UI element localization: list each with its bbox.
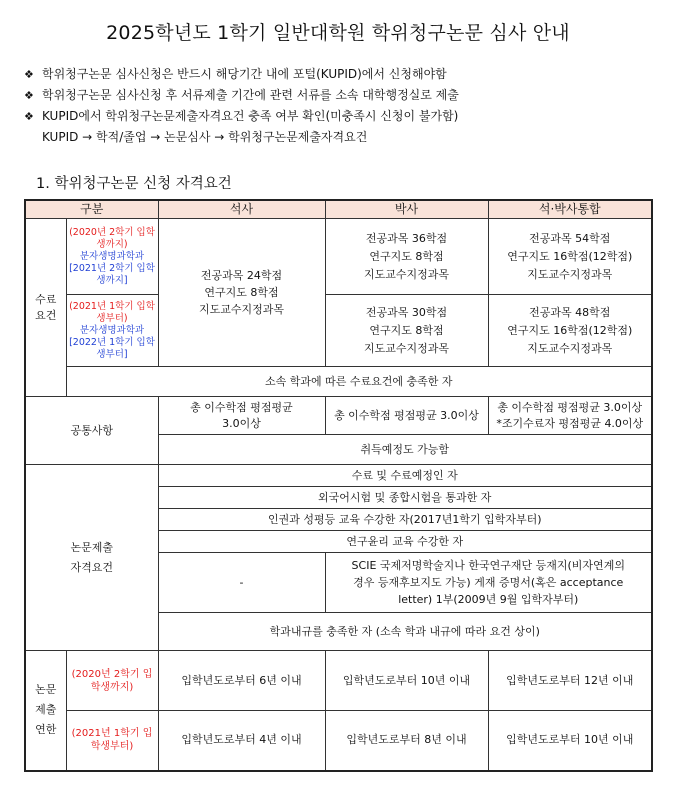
- completion-group-2: (2021년 1학기 입학생부터) 분자생명과학과 [2022년 1학기 입학생부터]: [66, 295, 158, 367]
- table-row: [25, 295, 652, 367]
- bullet-mark-icon: ❖: [24, 110, 34, 123]
- period-master-2: 입학년도로부터 4년 이내: [158, 711, 325, 771]
- thesis-label: 논문제출 자격요건: [25, 465, 158, 651]
- common-label: 공통사항: [25, 397, 158, 465]
- table-row: [25, 397, 652, 435]
- common-doctor: 총 이수학점 평점평균 3.0이상: [325, 397, 488, 435]
- header-master: 석사: [158, 200, 325, 219]
- bullet-item: ❖ 학위청구논문 심사신청 후 서류제출 기간에 관련 서류를 소속 대학행정실로 제출: [24, 85, 459, 106]
- thesis-row: 인권과 성평등 교육 수강한 자(2017년1학기 입학자부터): [158, 509, 652, 531]
- completion-master: 전공과목 24학점 연구지도 8학점 지도교수지정과목: [158, 219, 325, 367]
- requirements-table: [24, 199, 653, 772]
- common-combined: 총 이수학점 평점평균 3.0이상 *조기수료자 평점평균 4.0이상: [488, 397, 652, 435]
- period-group-1: (2020년 2학기 입학생까지): [66, 651, 158, 711]
- bullet-mark-icon: ❖: [24, 68, 34, 81]
- completion-combined-2: 전공과목 48학점 연구지도 16학점(12학점) 지도교수지정과목: [488, 295, 652, 367]
- thesis-row: 연구윤리 교육 수강한 자: [158, 531, 652, 553]
- table-row: [25, 651, 652, 711]
- thesis-master-dash: -: [158, 553, 325, 613]
- section-title: 1. 학위청구논문 신청 자격요건: [36, 176, 232, 192]
- table-row: [25, 711, 652, 771]
- table-header-row: [25, 200, 652, 219]
- thesis-row: 수료 및 수료예정인 자: [158, 465, 652, 487]
- table-row: [25, 219, 652, 295]
- period-combined-1: 입학년도로부터 12년 이내: [488, 651, 652, 711]
- completion-doctor-1: 전공과목 36학점 연구지도 8학점 지도교수지정과목: [325, 219, 488, 295]
- period-doctor-2: 입학년도로부터 8년 이내: [325, 711, 488, 771]
- table-row: [25, 465, 652, 487]
- period-combined-2: 입학년도로부터 10년 이내: [488, 711, 652, 771]
- common-note: 취득예정도 가능함: [158, 435, 652, 465]
- period-label: 논문 제출 연한: [25, 651, 66, 771]
- completion-label: 수료 요건: [25, 219, 66, 397]
- page-title: 2025학년도 1학기 일반대학원 학위청구논문 심사 안내: [106, 22, 570, 44]
- completion-group-1: (2020년 2학기 입학생까지) 분자생명과학과 [2021년 2학기 입학생까지]: [66, 219, 158, 295]
- thesis-dept-rule: 학과내규를 충족한 자 (소속 학과 내규에 따라 요건 상이): [158, 613, 652, 651]
- bullet-subline: KUPID → 학적/졸업 → 논문심사 → 학위청구논문제출자격요건: [42, 130, 368, 144]
- header-doctor: 박사: [325, 200, 488, 219]
- period-doctor-1: 입학년도로부터 10년 이내: [325, 651, 488, 711]
- thesis-row: 외국어시험 및 종합시험을 통과한 자: [158, 487, 652, 509]
- header-combined: 석·박사통합: [488, 200, 652, 219]
- completion-note: 소속 학과에 따른 수료요건에 충족한 자: [66, 367, 652, 397]
- bullet-mark-icon: ❖: [24, 89, 34, 102]
- bullet-list: [24, 64, 459, 148]
- completion-combined-1: 전공과목 54학점 연구지도 16학점(12학점) 지도교수지정과목: [488, 219, 652, 295]
- period-master-1: 입학년도로부터 6년 이내: [158, 651, 325, 711]
- bullet-item: ❖ KUPID에서 학위청구논문제출자격요건 충족 여부 확인(미충족시 신청이 불가함): [24, 106, 459, 127]
- bullet-item: ❖ 학위청구논문 심사신청은 반드시 해당기간 내에 포털(KUPID)에서 신청해야함: [24, 64, 459, 85]
- thesis-scie: SCIE 국제저명학술지나 한국연구재단 등재지(비자연계의 경우 등재후보지도 가능) 게재 증명서(혹은 acceptance letter) 1부(2009년 9월 입학자부터): [325, 553, 652, 613]
- common-master: 총 이수학점 평점평균 3.0이상: [158, 397, 325, 435]
- period-group-2: (2021년 1학기 입학생부터): [66, 711, 158, 771]
- completion-doctor-2: 전공과목 30학점 연구지도 8학점 지도교수지정과목: [325, 295, 488, 367]
- table-row: [25, 367, 652, 397]
- header-category: 구분: [25, 200, 158, 219]
